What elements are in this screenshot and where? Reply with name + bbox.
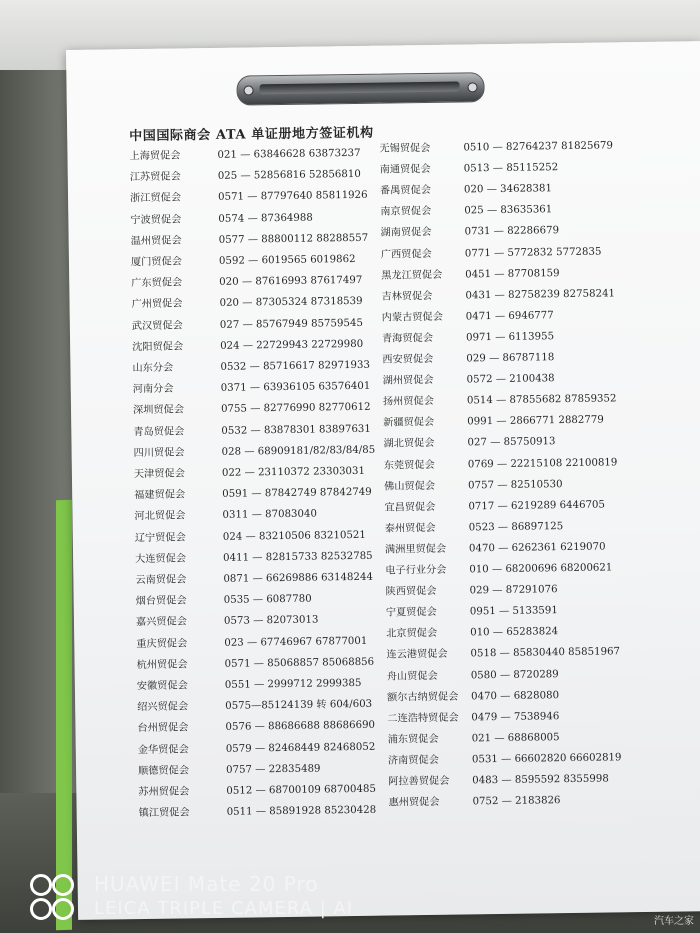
org-phone: 029 — 87291076 (469, 584, 558, 597)
binder-clip (236, 72, 484, 105)
org-name: 重庆贸促会 (136, 637, 188, 650)
org-name: 杭州贸促会 (136, 659, 188, 671)
org-name: 辽宁贸促会 (134, 531, 186, 544)
corner-watermark: 汽车之家 (654, 916, 694, 927)
org-phone: 0535 — 6087780 (223, 593, 312, 607)
org-name: 广州贸促会 (131, 298, 183, 311)
org-phone: 0523 — 86897125 (468, 520, 564, 534)
org-phone: 0717 — 6219289 6446705 (468, 499, 606, 513)
org-name: 福建贸促会 (134, 489, 186, 502)
org-name: 济南贸促会 (387, 754, 439, 767)
org-name: 大连贸促会 (135, 553, 187, 565)
org-name: 佛山贸促会 (384, 480, 436, 493)
org-phone: 027 — 85767949 85759545 (219, 317, 363, 331)
org-name: 山东分会 (132, 362, 174, 375)
org-phone: 0518 — 85830440 85851967 (470, 646, 621, 660)
org-name: 台州贸促会 (137, 722, 189, 735)
org-name: 厦门贸促会 (130, 256, 182, 269)
org-name: 扬州贸促会 (382, 396, 434, 408)
org-phone: 0991 — 2866771 2882779 (467, 414, 604, 428)
org-phone: 028 — 68909181/82/83/84/85 (221, 444, 376, 458)
paper-sheet (66, 41, 700, 920)
org-phone: 0579 — 82468449 82468052 (225, 741, 376, 755)
org-name: 泰州贸促会 (384, 522, 436, 535)
org-name: 安徽贸促会 (136, 680, 188, 693)
org-phone: 0757 — 22835489 (225, 763, 321, 776)
org-phone: 0532 — 85716617 82971933 (220, 359, 371, 373)
org-name: 四川贸促会 (133, 447, 185, 459)
org-phone: 020 — 87305324 87318539 (219, 296, 363, 310)
org-name: 宜昌贸促会 (384, 501, 436, 514)
org-name: 苏州贸促会 (138, 786, 190, 799)
org-name: 番禺贸促会 (379, 185, 432, 197)
org-name: 烟台贸促会 (135, 595, 187, 608)
org-phone: 0951 — 5133591 (469, 605, 558, 618)
org-phone: 024 — 22729943 22729980 (220, 338, 364, 352)
org-name: 顺德贸促会 (138, 765, 190, 777)
camera-logo-icon (30, 874, 76, 920)
org-name: 阿拉善贸促会 (388, 775, 450, 788)
org-phone: 024 — 83210506 83210521 (222, 529, 366, 543)
org-phone: 0755 — 82776990 82770612 (220, 402, 371, 416)
camera-watermark (30, 870, 450, 922)
org-name: 惠州贸促会 (388, 796, 440, 809)
org-name: 江苏贸促会 (129, 171, 181, 184)
org-name: 绍兴贸促会 (137, 701, 189, 714)
org-phone: 0752 — 2183826 (472, 795, 561, 808)
org-name: 额尔古纳贸促会 (386, 691, 459, 704)
org-name: 温州贸促会 (130, 235, 182, 247)
org-phone: 0511 — 85891928 85230428 (226, 804, 377, 819)
org-name: 宁夏贸促会 (385, 607, 437, 619)
org-name: 广西贸促会 (380, 248, 432, 261)
org-name: 南通贸促会 (379, 164, 431, 176)
org-name: 湖州贸促会 (382, 374, 434, 387)
org-phone: 029 — 86787118 (466, 352, 555, 365)
org-name: 深圳贸促会 (132, 404, 185, 417)
org-phone: 0483 — 8595592 8355998 (472, 773, 609, 787)
org-name: 东莞贸促会 (383, 459, 435, 472)
clipboard-edge (56, 500, 72, 931)
org-name: 金华贸促会 (137, 743, 189, 756)
org-name: 吉林贸促会 (381, 290, 433, 303)
org-name: 黑龙江贸促会 (381, 269, 443, 282)
org-name: 内蒙古贸促会 (381, 311, 443, 324)
org-phone: 0571 — 85068857 85068856 (224, 656, 375, 670)
org-name: 上海贸促会 (129, 150, 181, 163)
org-phone: 0514 — 87855682 87859352 (466, 393, 617, 407)
watermark-model: HUAWEI Mate 20 Pro (94, 872, 319, 896)
org-name: 浦东贸促会 (387, 733, 439, 746)
org-name: 青海贸促会 (381, 332, 434, 345)
org-name: 青岛贸促会 (133, 425, 185, 438)
org-phone: 023 — 67746967 67877001 (224, 635, 368, 649)
org-phone: 020 — 87616993 87617497 (219, 275, 363, 289)
org-name: 嘉兴贸促会 (135, 616, 188, 629)
clip-rivet-right (467, 82, 477, 92)
org-name: 沈阳贸促会 (132, 341, 184, 353)
org-phone: 0771 — 5772832 5772835 (464, 246, 602, 259)
org-phone: 0471 — 6946777 (465, 310, 554, 323)
org-phone: 0871 — 66269886 63148244 (223, 571, 374, 585)
org-phone: 021 — 63846628 63873237 (217, 147, 361, 161)
org-phone: 0575—85124139 转 604/603 (225, 698, 373, 713)
org-name: 西安贸促会 (382, 353, 434, 366)
org-phone: 0510 — 82764237 81825679 (463, 140, 614, 154)
org-phone: 0311 — 87083040 (222, 508, 318, 522)
org-phone: 0470 — 6828080 (470, 689, 560, 703)
org-name: 镇江贸促会 (138, 807, 190, 820)
org-phone: 0571 — 87797640 85811926 (218, 190, 368, 204)
org-phone: 0592 — 6019565 6019862 (218, 253, 356, 267)
org-phone: 0971 — 6113955 (465, 331, 555, 344)
org-name: 天津贸促会 (133, 468, 185, 481)
org-phone: 025 — 83635361 (464, 204, 553, 217)
org-phone: 027 — 85750913 (467, 436, 556, 449)
org-phone: 0573 — 82073013 (223, 614, 319, 628)
org-phone: 0731 — 82286679 (464, 225, 560, 238)
org-name: 广东贸促会 (131, 277, 183, 290)
org-phone: 010 — 68200696 68200621 (469, 562, 613, 576)
org-name: 连云港贸促会 (386, 649, 448, 661)
org-name: 北京贸促会 (386, 628, 438, 640)
watermark-camera: LEICA TRIPLE CAMERA | AI (94, 898, 354, 919)
document-title: 中国国际商会 ATA 单证册地方签证机构 (129, 125, 374, 145)
org-phone: 0411 — 82815733 82532785 (223, 550, 373, 564)
org-phone: 0479 — 7538946 (471, 710, 560, 724)
org-name: 舟山贸促会 (386, 670, 438, 683)
org-phone: 0470 — 6262361 6219070 (468, 541, 606, 555)
org-phone: 0513 — 85115252 (463, 162, 559, 175)
org-phone: 020 — 34628381 (463, 183, 553, 196)
clip-rivet-left (244, 85, 254, 95)
org-name: 武汉贸促会 (131, 319, 183, 332)
org-name: 云南贸促会 (135, 574, 187, 587)
org-phone: 0591 — 87842749 87842749 (222, 486, 372, 501)
org-phone: 0572 — 2100438 (466, 373, 555, 386)
clip-bar (259, 82, 459, 95)
org-name: 浙江贸促会 (130, 192, 182, 205)
org-phone: 0451 — 87708159 (465, 267, 560, 281)
org-name: 二连浩特贸促会 (387, 712, 459, 725)
org-phone: 0577 — 88800112 88288557 (218, 232, 369, 246)
org-name: 湖南贸促会 (380, 227, 432, 240)
org-phone: 0769 — 22215108 22100819 (467, 456, 618, 470)
org-name: 湖北贸促会 (383, 438, 435, 450)
org-phone: 0580 — 8720289 (470, 668, 559, 681)
org-phone: 0757 — 82510530 (468, 478, 563, 492)
org-name: 满洲里贸促会 (384, 543, 447, 556)
org-phone: 021 — 68868005 (471, 731, 560, 745)
org-phone: 010 — 65283824 (470, 626, 559, 639)
org-name: 南京贸促会 (380, 206, 432, 218)
org-name: 电子行业分会 (385, 564, 447, 577)
org-phone: 025 — 52856816 52856810 (217, 169, 361, 183)
org-phone: 0551 — 2999712 2999385 (224, 677, 362, 691)
org-phone: 022 — 23110372 23303031 (221, 465, 366, 479)
org-phone: 0532 — 83878301 83897631 (221, 423, 371, 437)
org-phone: 0576 — 88686688 88686690 (225, 720, 376, 734)
org-phone: 0574 — 87364988 (218, 212, 313, 225)
org-name: 新疆贸促会 (383, 417, 435, 429)
org-name: 无锡贸促会 (379, 142, 431, 155)
org-name: 河北贸促会 (134, 510, 186, 523)
org-phone: 0371 — 63936105 63576401 (220, 380, 371, 395)
org-phone: 0431 — 82758239 82758241 (465, 288, 616, 302)
org-phone: 0531 — 66602820 66602819 (471, 752, 622, 766)
org-name: 陕西贸促会 (385, 585, 437, 598)
org-phone: 0512 — 68700109 68700485 (226, 783, 376, 797)
org-name: 宁波贸促会 (130, 214, 182, 226)
org-name: 河南分会 (132, 383, 174, 396)
